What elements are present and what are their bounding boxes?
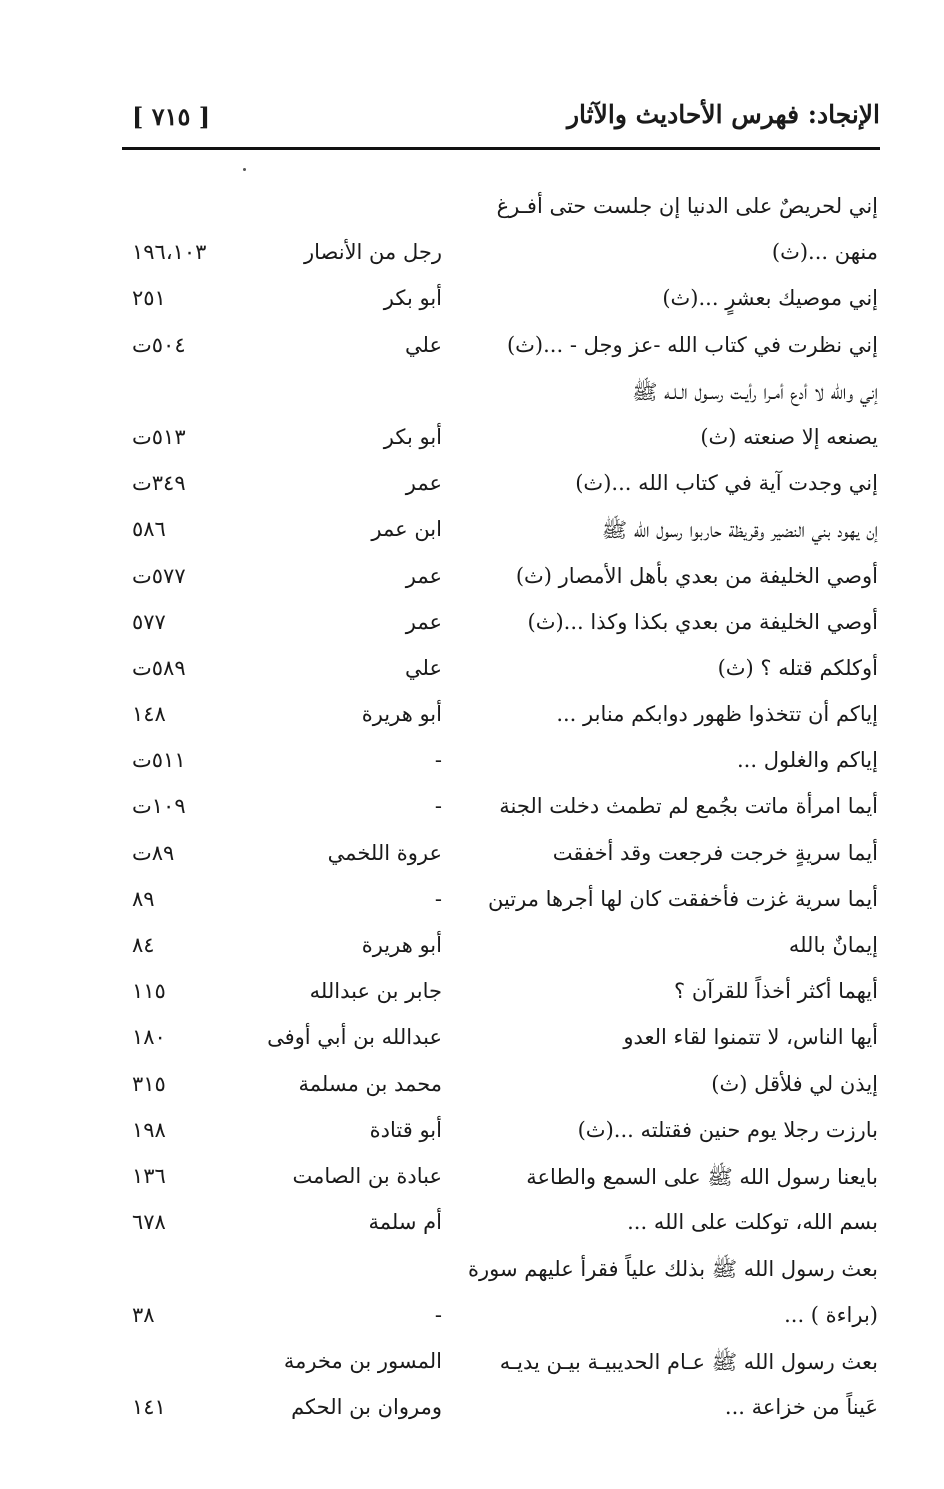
hadith-text: أيهما أكثر أخذاً للقرآن ؟ (674, 979, 878, 1004)
index-line (122, 925, 880, 971)
hadith-text: إياكم أن تتخذوا ظهور دوابكم منابر ... (556, 702, 878, 727)
index-line (122, 740, 880, 786)
page-reference: ٦٧٨ (132, 1210, 166, 1235)
narrator-name: علي (405, 655, 442, 680)
page-reference: ٥١٣ت (132, 424, 186, 449)
narrator-name: أبو بكر (383, 286, 442, 311)
page-reference: ٥٧٧ت (132, 563, 186, 588)
index-line (122, 971, 880, 1017)
index-line (122, 509, 880, 555)
page-reference: ٥٨٦ (132, 517, 166, 542)
narrator-name: - (434, 1302, 442, 1327)
hadith-text: إني لحريصٌ على الدنيا إن جلست حتى أفـرغ (496, 194, 878, 218)
page-reference: ١٩٨ (132, 1117, 166, 1142)
page-reference: ٥٠٤ت (132, 332, 186, 357)
page-reference: ١٣٦ (132, 1163, 166, 1188)
hadith-text: أوكلكم قتله ؟ (ث) (717, 655, 878, 680)
index-line (122, 1387, 880, 1433)
narrator-name: - (434, 886, 442, 911)
index-line (122, 879, 880, 925)
hadith-text: إني والله لا أدع أمـرا رأيـت رسـول الـلـه ﷺ (632, 379, 878, 404)
index-line (122, 1202, 880, 1248)
header-rule (122, 147, 880, 150)
hadith-text: يصنعه إلا صنعته (ث) (700, 424, 878, 449)
page-number: [ ٧١٥ ] (132, 102, 211, 131)
index-line (122, 648, 880, 694)
print-speck (243, 168, 246, 171)
page-reference: ٥٧٧ (132, 609, 166, 634)
hadith-text: أيها الناس، لا تتمنوا لقاء العدو (623, 1025, 878, 1050)
hadith-text: إني وجدت آية في كتاب الله ...(ث) (575, 471, 878, 496)
hadith-text: إيمانٌ بالله (788, 933, 878, 957)
page-reference: ٣٤٩ت (132, 471, 186, 496)
hadith-text: بسم الله، توكلت على الله ... (627, 1210, 878, 1235)
page-reference: ٥٨٩ت (132, 655, 186, 680)
page-reference: ١١٥ (132, 979, 166, 1004)
hadith-text: أيما سريةٍ خرجت فرجعت وقد أخفقت (552, 840, 878, 865)
page-reference: ٣٨ (132, 1302, 155, 1327)
page-reference: ٥١١ت (132, 748, 186, 773)
hadith-text: أيما سرية غزت فأخفقت كان لها أجرها مرتين (487, 886, 878, 911)
narrator-name: أبو بكر (383, 424, 442, 449)
page-reference: ١٨٠ (132, 1025, 166, 1050)
narrator-name: عبدالله بن أبي أوفى (267, 1025, 442, 1050)
narrator-name: المسور بن مخرمة (283, 1348, 442, 1373)
narrator-name: - (434, 748, 442, 773)
narrator-name: علي (405, 332, 442, 357)
index-line (122, 232, 880, 278)
page-reference: ٨٤ (132, 933, 155, 957)
index-entries (122, 186, 880, 1433)
narrator-name: عروة اللخمي (327, 840, 442, 865)
hadith-text: بعث رسول الله ﷺ بذلك علياً فقرأ عليهم سورة (468, 1257, 878, 1282)
page-reference: ١٩٦،١٠٣ (132, 240, 207, 265)
index-line (122, 1110, 880, 1156)
narrator-name: ومروان بن الحكم (291, 1394, 442, 1419)
index-line (122, 602, 880, 648)
page-reference: ١٠٩ت (132, 794, 186, 819)
hadith-text: بايعنا رسول الله ﷺ على السمع والطاعة (526, 1164, 878, 1189)
hadith-text: (براءة ) ... (784, 1302, 878, 1327)
page-reference: ٨٩ت (132, 840, 175, 865)
narrator-name: أبو هريرة (361, 702, 442, 727)
index-line (122, 325, 880, 371)
narrator-name: - (434, 794, 442, 819)
index-line (122, 463, 880, 509)
narrator-name: محمد بن مسلمة (298, 1071, 442, 1096)
narrator-name: أم سلمة (368, 1210, 442, 1235)
hadith-text: منهن ...(ث) (771, 240, 878, 265)
index-line (122, 186, 880, 232)
index-line (122, 833, 880, 879)
index-line (122, 1295, 880, 1341)
narrator-name: عمر (405, 471, 442, 496)
hadith-text: إني موصيك بعشرٍ ...(ث) (662, 286, 878, 311)
narrator-name: ابن عمر (371, 517, 442, 542)
hadith-text: إن يهود بني النضير وقريظة حاربوا رسول الله ﷺ (601, 518, 878, 543)
narrator-name: جابر بن عبدالله (309, 979, 442, 1004)
page-reference: ٣١٥ (132, 1071, 166, 1096)
hadith-text: أيما امرأة ماتت بجُمع لم تطمث دخلت الجنة (499, 794, 878, 819)
index-line (122, 1156, 880, 1202)
narrator-name: عبادة بن الصامت (292, 1163, 442, 1188)
page-reference: ٨٩ (132, 886, 155, 911)
hadith-text: عَيناً من خزاعة ... (724, 1394, 878, 1419)
index-line (122, 1017, 880, 1063)
index-line (122, 694, 880, 740)
hadith-text: أوصي الخليفة من بعدي بأهل الأمصار (ث) (515, 563, 878, 588)
hadith-text: إياكم والغلول ... (737, 748, 878, 773)
running-title: الإنجاد: فهرس الأحاديث والآثار (566, 100, 880, 129)
index-line (122, 1248, 880, 1294)
index-line (122, 278, 880, 324)
narrator-name: رجل من الأنصار (303, 240, 442, 265)
page-reference: ١٤١ (132, 1394, 166, 1419)
index-line (122, 1064, 880, 1110)
page-header (122, 96, 880, 146)
index-line (122, 556, 880, 602)
narrator-name: أبو هريرة (361, 933, 442, 957)
page-reference: ٢٥١ (132, 286, 166, 311)
narrator-name: عمر (405, 609, 442, 634)
index-line (122, 417, 880, 463)
page-reference: ١٤٨ (132, 702, 166, 727)
hadith-text: بارزت رجلا يوم حنين فقتلته ...(ث) (577, 1117, 878, 1142)
narrator-name: عمر (405, 563, 442, 588)
index-line (122, 371, 880, 417)
index-line (122, 1341, 880, 1387)
hadith-text: إيذن لي فلأقل (ث) (711, 1071, 878, 1096)
hadith-text: إني نظرت في كتاب الله -عز وجل - ...(ث) (506, 332, 878, 357)
narrator-name: أبو قتادة (369, 1117, 442, 1142)
hadith-text: أوصي الخليفة من بعدي بكذا وكذا ...(ث) (527, 609, 878, 634)
index-line (122, 786, 880, 832)
hadith-text: بعث رسول الله ﷺ عـام الحديبيـة بيـن يديـه (499, 1349, 878, 1374)
